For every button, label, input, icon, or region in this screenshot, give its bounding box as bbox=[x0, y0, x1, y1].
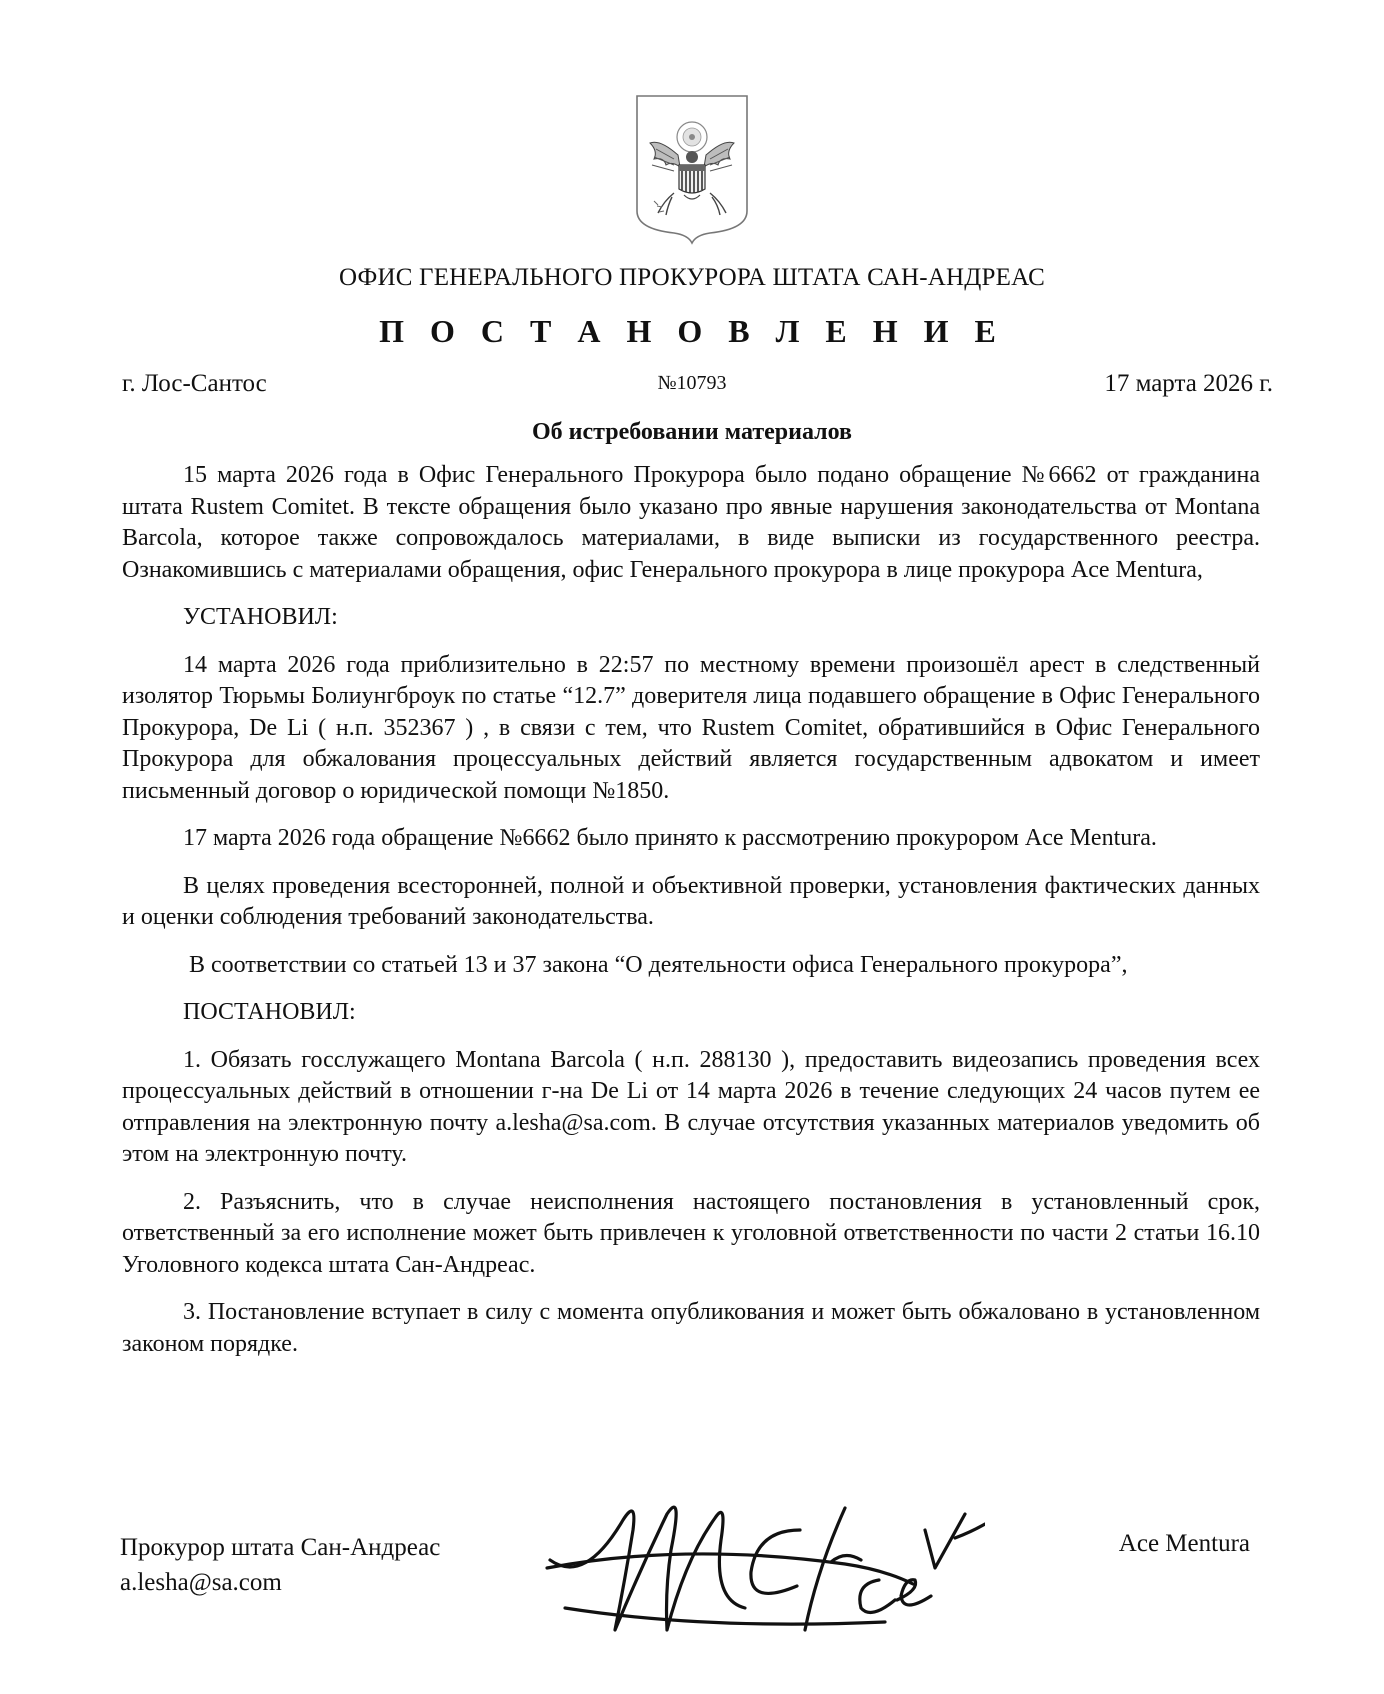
paragraph-item-2: 2. Разъяснить, что в случае неисполнения настоящего постановления в установленный срок, ответственный за его исполнение может быть привлечен к уголовной ответственности по части 2 статьи 16.10 Уголовного кодекса штата Сан-Андреас. bbox=[122, 1188, 1260, 1278]
document-number: №10793 bbox=[657, 372, 727, 394]
paragraph-facts: 14 марта 2026 года приблизительно в 22:57 по местному времени произошёл арест в следственный изолятор Тюрьмы Болиунгброук по статье “12.7” доверителя лица подавшего обращение в Офис Генерального Прокурора, De Li ( н.п. 352367 ) , в связи с тем, что Rustem Comitet, обратившийся в Офис Генерального Прокурора для обжалования процессуальных действий является государственным адвокатом и имеет письменный договор о юридической помощи №1850. bbox=[122, 651, 1260, 804]
document-subject: Об истребовании материалов bbox=[532, 419, 852, 445]
paragraph-item-1: 1. Обязать госслужащего Montana Barcola ( н.п. 288130 ), предоставить видеозапись проведения всех процессуальных действий в отношении г-на De Li от 14 марта 2026 в течение следующих 24 часов путем ее отправления на электронную почту a.lesha@sa.com. В случае отсутствия указанных материалов уведомить об этом на электронную почту. bbox=[122, 1046, 1260, 1167]
paragraph-accepted: 17 марта 2026 года обращение №6662 было принято к рассмотрению прокурором Ace Mentura. bbox=[183, 825, 1157, 851]
paragraph-legal-basis: В соответствии со статьей 13 и 37 закона “О деятельности офиса Генерального прокурора”, bbox=[189, 951, 1128, 978]
signatory-name: Ace Mentura bbox=[1118, 1530, 1250, 1557]
handwritten-signature-icon bbox=[545, 1490, 985, 1650]
signatory-position: Прокурор штата Сан-Андреас bbox=[120, 1534, 441, 1561]
document-title: П О С Т А Н О В Л Е Н И Е bbox=[379, 313, 1005, 349]
signatory-block bbox=[120, 1530, 440, 1600]
paragraph-item-3: 3. Постановление вступает в силу с момента опубликования и может быть обжаловано в установленном законом порядке. bbox=[122, 1299, 1260, 1357]
eagle-coat-of-arms-icon bbox=[634, 93, 750, 245]
document-body bbox=[122, 460, 1260, 1376]
document-city: г. Лос-Сантос bbox=[122, 370, 267, 397]
document-date: 17 марта 2026 г. bbox=[1104, 370, 1273, 397]
paragraph-resolved-heading: ПОСТАНОВИЛ: bbox=[183, 999, 356, 1025]
paragraph-established-heading: УСТАНОВИЛ: bbox=[183, 604, 338, 630]
paragraph-intro: 15 марта 2026 года в Офис Генерального Прокурора было подано обращение №6662 от гражданина штата Rustem Comitet. В тексте обращения было указано про явные нарушения законодательства от Montana Barcola, которое также сопровождалось материалами, в виде выписки из государственного реестра. Ознакомившись с материалами обращения, офис Генерального прокурора в лице прокурора Ace Mentura, bbox=[122, 462, 1260, 583]
signatory-email: a.lesha@sa.com bbox=[120, 1569, 282, 1596]
paragraph-purpose: В целях проведения всесторонней, полной и объективной проверки, установления фактических данных и оценки соблюдения требований законодательства. bbox=[122, 872, 1260, 930]
office-name: ОФИС ГЕНЕРАЛЬНОГО ПРОКУРОРА ШТАТА САН-АНДРЕАС bbox=[338, 264, 1046, 291]
